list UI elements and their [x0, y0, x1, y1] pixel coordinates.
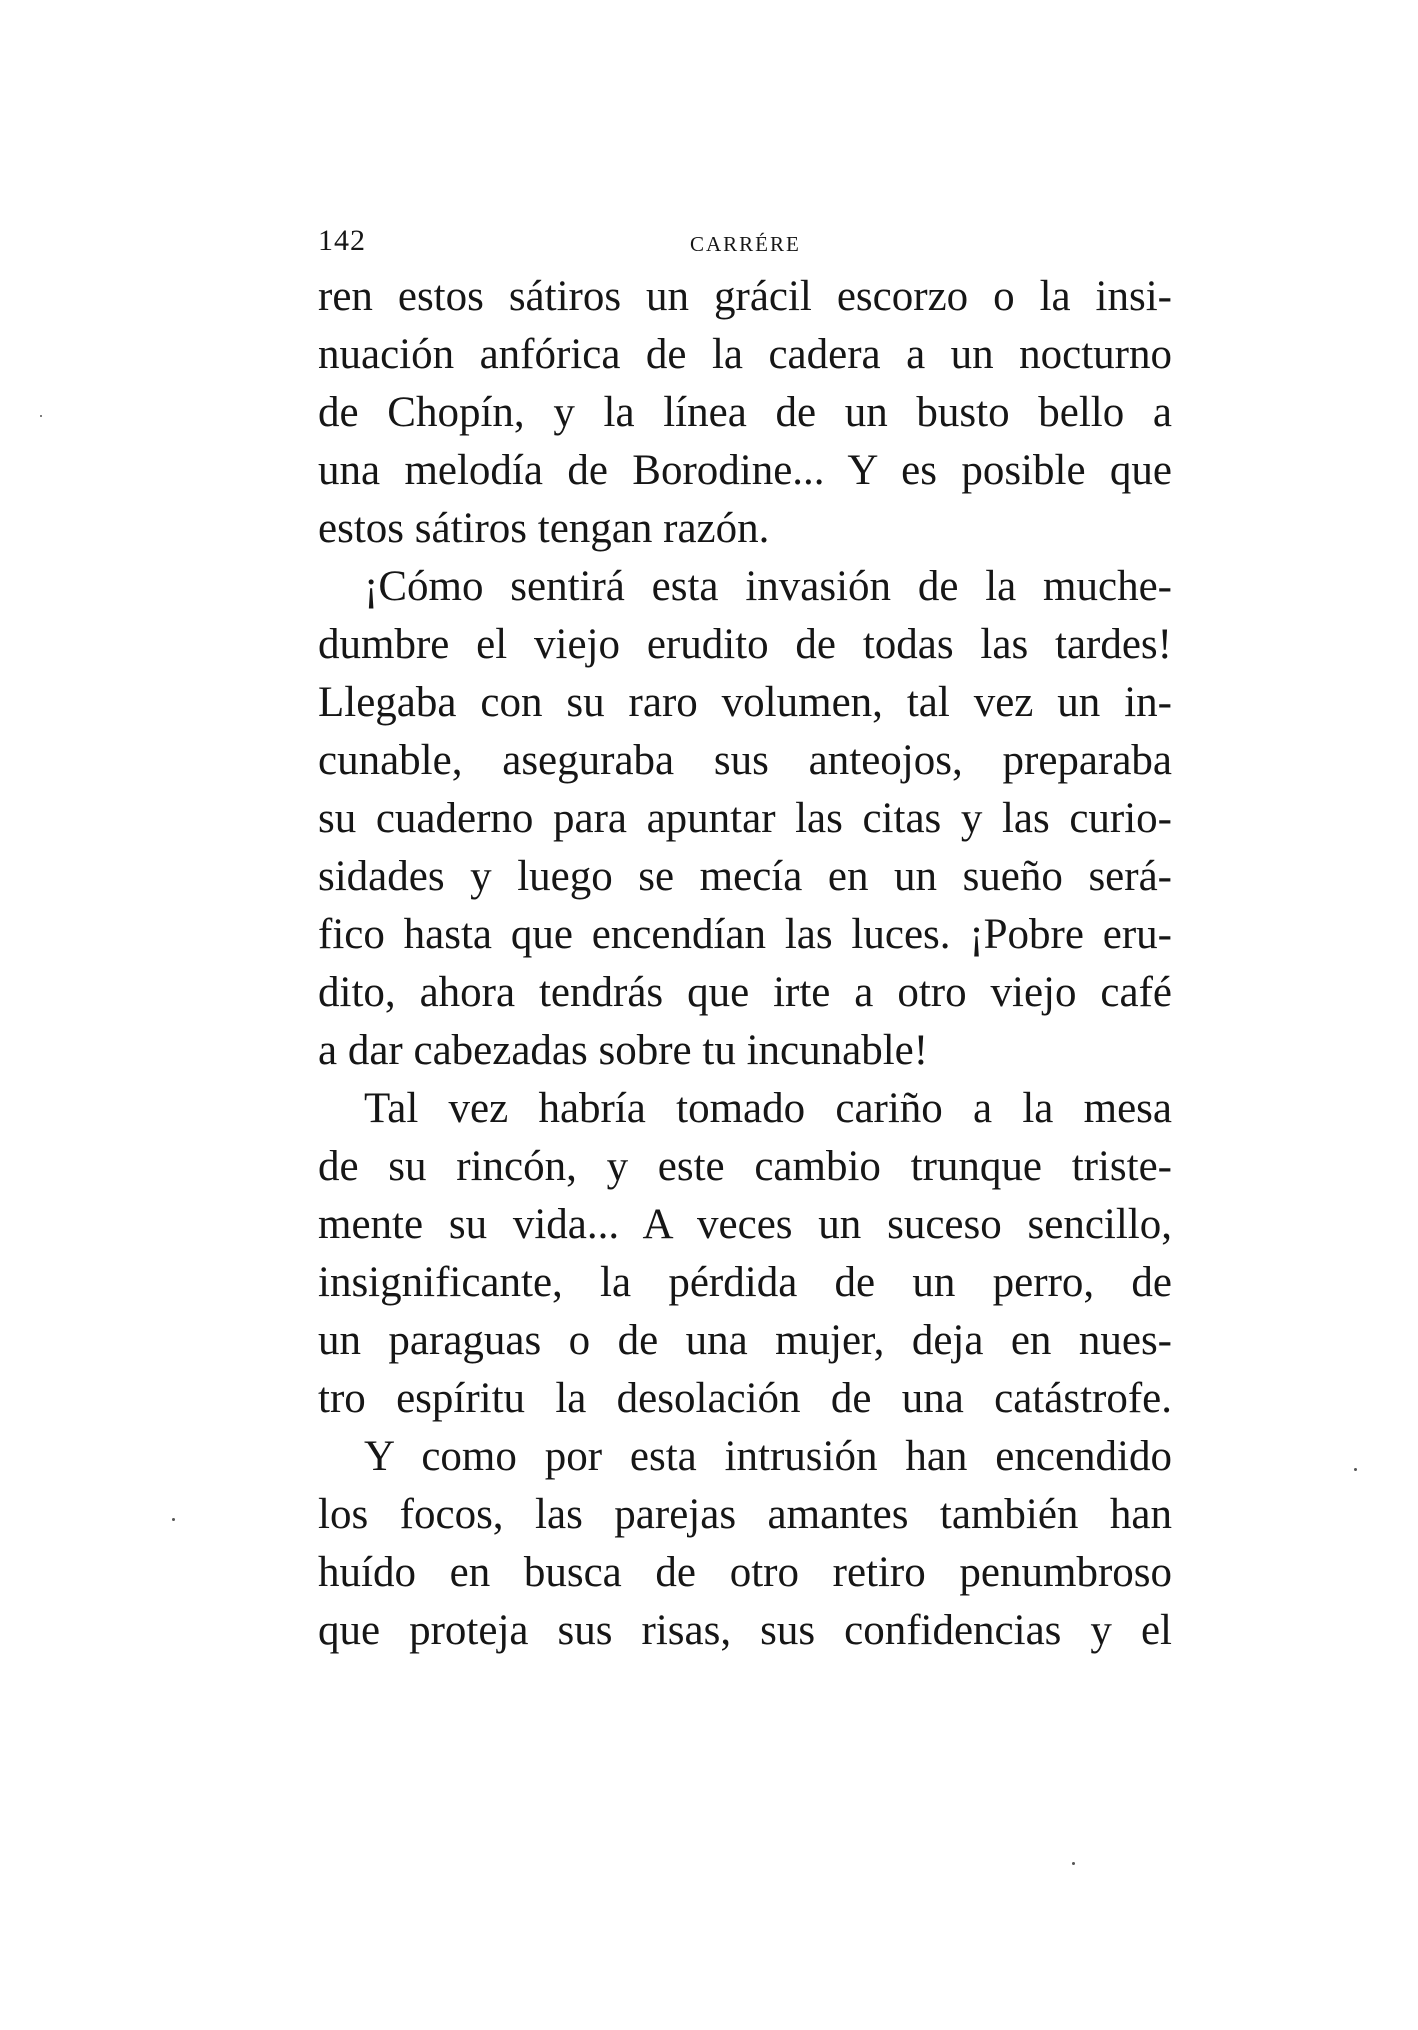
scan-speck: [1072, 1862, 1075, 1865]
scan-speck: [1354, 1468, 1357, 1471]
text-line: los focos, las parejas amantes también han: [318, 1491, 1172, 1538]
text-line: que proteja sus risas, sus confidencias y el: [318, 1607, 1172, 1654]
text-line: ¡Cómo sentirá esta invasión de la muche-: [364, 563, 1172, 610]
text-line: Llegaba con su raro volumen, tal vez un in-: [318, 679, 1172, 726]
text-line: un paraguas o de una mujer, deja en nues-: [318, 1317, 1172, 1364]
text-line: estos sátiros tengan razón.: [318, 505, 770, 552]
text-line: huído en busca de otro retiro penumbroso: [318, 1549, 1172, 1596]
text-line: Y como por esta intrusión han encendido: [364, 1433, 1172, 1480]
text-line: tro espíritu la desolación de una catástrofe.: [318, 1375, 1172, 1422]
text-line: insignificante, la pérdida de un perro, de: [318, 1259, 1172, 1306]
scan-speck: [172, 1518, 175, 1521]
body-text: [318, 268, 1172, 1660]
text-line: una melodía de Borodine... Y es posible que: [318, 447, 1172, 494]
text-line: ren estos sátiros un grácil escorzo o la insi-: [318, 273, 1172, 320]
text-line: mente su vida... A veces un suceso sencillo,: [318, 1201, 1172, 1248]
running-head: CARRÉRE: [690, 232, 801, 256]
text-line: su cuaderno para apuntar las citas y las curio-: [318, 795, 1172, 842]
text-line: a dar cabezadas sobre tu incunable!: [318, 1027, 929, 1074]
text-line: dumbre el viejo erudito de todas las tardes!: [318, 621, 1172, 668]
text-line: sidades y luego se mecía en un sueño será-: [318, 853, 1172, 900]
text-line: fico hasta que encendían las luces. ¡Pobre eru-: [318, 911, 1172, 958]
text-line: de su rincón, y este cambio trunque triste-: [318, 1143, 1172, 1190]
text-line: nuación anfórica de la cadera a un nocturno: [318, 331, 1172, 378]
page-header: [318, 224, 1172, 264]
text-line: Tal vez habría tomado cariño a la mesa: [364, 1085, 1172, 1132]
text-line: dito, ahora tendrás que irte a otro viejo café: [318, 969, 1172, 1016]
page-number: 142: [318, 224, 366, 257]
scan-speck: [40, 415, 42, 417]
text-line: cunable, aseguraba sus anteojos, preparaba: [318, 737, 1172, 784]
text-line: de Chopín, y la línea de un busto bello a: [318, 389, 1172, 436]
